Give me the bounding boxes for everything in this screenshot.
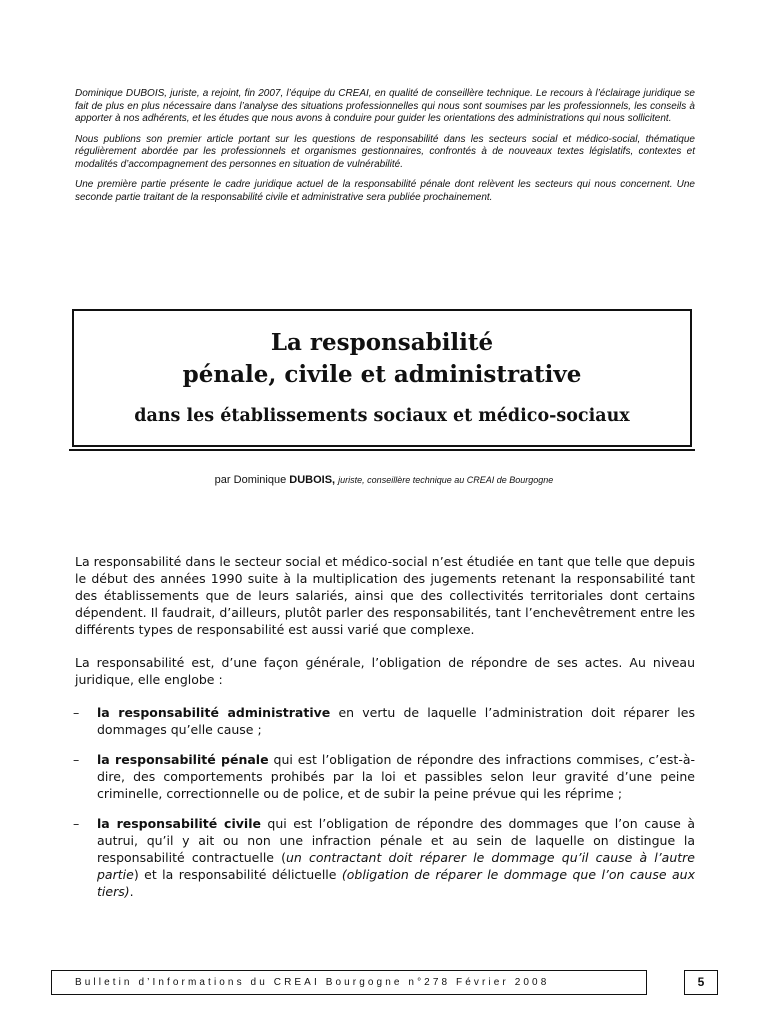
bullet-term: la responsabilité civile: [97, 816, 261, 831]
author-name: DUBOIS,: [289, 474, 336, 486]
dash-bullet: –: [73, 752, 80, 767]
intro-paragraph-2: Nous publions son premier article portant sur les questions de responsabilité dans les secteurs social et médico-social, thématique régulièrement abordée par les professionnels et organismes gestionnaires, confrontés à de nouveaux textes législatifs, contextes et modalités d’accompagnement des personnes en situation de vulnérabilité.: [75, 133, 695, 170]
body-paragraph-2: La responsabilité est, d’une façon générale, l’obligation de répondre de ses actes. Au niveau juridique, elle englobe :: [75, 655, 695, 687]
dash-bullet: –: [73, 705, 80, 720]
bullet-term: la responsabilité pénale: [97, 752, 269, 767]
list-item: [75, 751, 695, 802]
editorial-intro: [75, 88, 695, 212]
intro-paragraph-3: Une première partie présente le cadre juridique actuel de la responsabilité pénale dont relèvent les secteurs qui nous concernent. Une seconde partie traitant de la responsabilité civile et administrative sera publiée prochainement.: [75, 179, 695, 203]
author-role: juriste, conseillère technique au CREAI de Bourgogne: [338, 475, 554, 485]
article-title-line-1: La responsabilité: [270, 329, 494, 356]
article-title-line-2: pénale, civile et administrative: [182, 361, 582, 388]
article-subtitle: dans les établissements sociaux et médico-sociaux: [134, 406, 630, 426]
article-body: [75, 553, 695, 913]
dash-bullet: –: [73, 816, 80, 831]
footer-bulletin-info: Bulletin d’Informations du CREAI Bourgogne n°278 Février 2008: [51, 970, 647, 995]
bullet-text: .: [129, 884, 134, 899]
byline-prefix: par Dominique: [214, 474, 290, 486]
bullet-italic-text: un contractant doit réparer le dommage qu’il cause à l’autre partie: [97, 850, 695, 882]
bullet-italic-text: (obligation de réparer le dommage que l’on cause aux tiers): [97, 867, 695, 899]
body-paragraph-1: La responsabilité dans le secteur social et médico-social n’est étudiée en tant que telle que depuis le début des années 1990 suite à la multiplication des jugements retenant la responsabilité tant des établissements que de leurs salariés, ainsi que des collectivités territoriales dont certains dépendent. Il faudrait, d’ailleurs, plutôt parler des responsabilités, tant l’enchevêtrement entre les différents types de responsabilité est aussi varié que complexe.: [75, 554, 695, 637]
article-title-box: [72, 309, 692, 447]
intro-paragraph-1: Dominique DUBOIS, juriste, a rejoint, fin 2007, l’équipe du CREAI, en qualité de conseillère technique. Le recours à l’éclairage juridique se fait de plus en plus nécessaire dans l’analyse des situations professionnelles qui nous sont soumises par les professionnels, les conseils à apporter à nos adhérents, et les études que nous avons à conduire pour guider les orientations des administrations qui nous sollicitent.: [75, 88, 695, 124]
author-byline: [0, 474, 768, 486]
bullet-term: la responsabilité administrative: [97, 705, 331, 720]
bullet-text: en vertu de laquelle l’administration doit réparer les dommages qu’elle cause ;: [97, 705, 695, 737]
bullet-text: qui est l’obligation de répondre des infractions commises, c’est-à-dire, des comportements prohibés par la loi et passibles selon leur gravité d’une peine criminelle, correctionnelle ou de police, et de subir la peine prévue qui les réprime ;: [97, 752, 696, 801]
list-item: [75, 815, 695, 900]
list-item: [75, 704, 695, 738]
bullet-text: ) et la responsabilité délictuelle: [133, 867, 342, 882]
page-number: 5: [684, 970, 718, 995]
bullet-text: qui est l’obligation de répondre des dommages que l’on cause à autrui, qu’il y ait ou non une infraction pénale et au sein de laquelle on distingue la responsabilité contractuelle (: [97, 816, 695, 865]
